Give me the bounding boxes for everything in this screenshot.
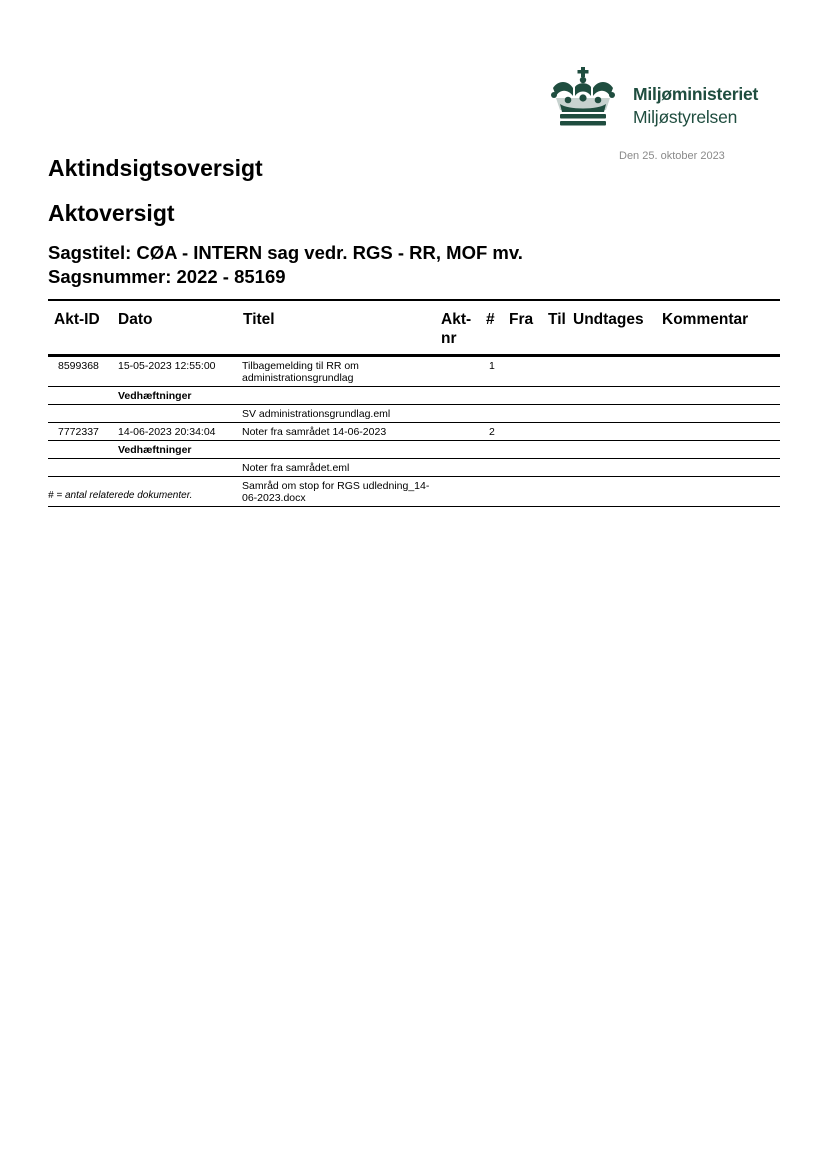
cell-dato: 14-06-2023 20:34:04 (118, 426, 216, 438)
case-title: Sagstitel: CØA - INTERN sag vedr. RGS - RR, MOF mv. (48, 242, 523, 263)
crown-icon (548, 66, 618, 128)
ministry-name: Miljøministeriet (633, 84, 759, 104)
header-kommentar: Kommentar (662, 311, 749, 328)
act-table (48, 299, 780, 507)
cell-titel: Tilbagemelding til RR om administrationsgrundlag (242, 360, 359, 384)
cell-fra (503, 356, 542, 387)
attachments-label: Vedhæftninger (118, 444, 192, 456)
section-title: Aktoversigt (48, 200, 175, 226)
cell-akt-nr (435, 356, 480, 387)
table-row (48, 356, 780, 387)
ministry-logo (548, 66, 788, 130)
case-number: Sagsnummer: 2022 - 85169 (48, 266, 286, 287)
cell-count: 1 (489, 360, 495, 372)
cell-count: 2 (489, 426, 495, 438)
cell-akt-id: 7772337 (58, 426, 99, 438)
cell-kommentar (656, 423, 780, 441)
cell-titel: Noter fra samrådet 14-06-2023 (242, 426, 387, 438)
header-til: Til (548, 311, 566, 328)
act-table-container (48, 299, 780, 507)
header-akt-id: Akt-ID (54, 311, 100, 328)
attachments-label: Vedhæftninger (118, 390, 192, 402)
page-title: Aktindsigtsoversigt (48, 155, 263, 181)
cell-til (542, 423, 567, 441)
table-row (48, 423, 780, 441)
cell-dato: 15-05-2023 12:55:00 (118, 360, 216, 372)
header-titel: Titel (243, 311, 275, 328)
cell-undtages (567, 356, 656, 387)
cell-fra (503, 423, 542, 441)
cell-kommentar (656, 356, 780, 387)
header-akt-nr: Akt- nr (441, 311, 472, 347)
document-date: Den 25. oktober 2023 (619, 150, 725, 162)
attachment-title: SV administrationsgrundlag.eml (242, 408, 391, 420)
cell-undtages (567, 423, 656, 441)
table-header-row (48, 300, 780, 356)
cell-akt-id: 8599368 (58, 360, 99, 372)
agency-name: Miljøstyrelsen (633, 107, 738, 127)
header-fra: Fra (509, 311, 534, 328)
cell-til (542, 356, 567, 387)
attachment-row (48, 459, 780, 477)
attachments-header-row (48, 441, 780, 459)
header-undtages: Undtages (573, 311, 644, 328)
attachment-row (48, 405, 780, 423)
footnote: # = antal relaterede dokumenter. (48, 490, 193, 501)
header-dato: Dato (118, 311, 153, 328)
attachment-title: Noter fra samrådet.eml (242, 462, 350, 474)
cell-akt-nr (435, 423, 480, 441)
attachment-title: Samråd om stop for RGS udledning_14-06-2023.docx (242, 480, 430, 504)
header-count: # (486, 311, 495, 328)
attachments-header-row (48, 387, 780, 405)
